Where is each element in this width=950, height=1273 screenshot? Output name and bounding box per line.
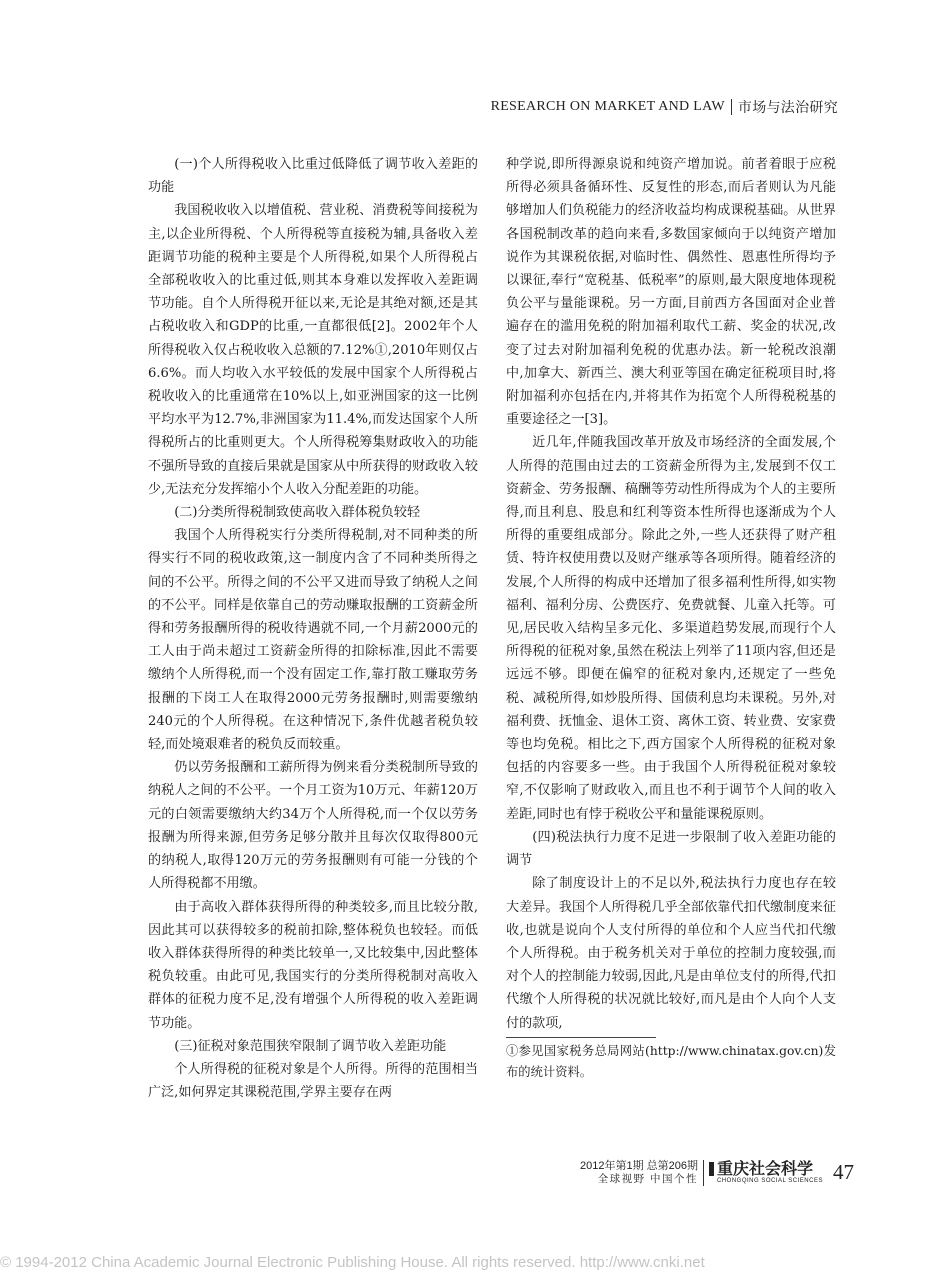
paragraph: 我国个人所得税实行分类所得税制,对不同种类的所得实行不同的税收政策,这一制度内含了不同种类所得之间的不公平。所得之间的不公平又进而导致了纳税人之间的不公平。同样是依靠自己的劳动赚取报酬的工资薪金所得和劳务报酬所得的税收待遇就不同,一个月薪2000元的工人由于尚未超过工资薪金所得的扣除标准,因此不需要缴纳个人所得税,而一个没有固定工作,靠打散工赚取劳务报酬的下岗工人在取得2000元劳务报酬时,则需要缴纳240元的个人所得税。在这种情况下,条件优越者税负较轻,而处境艰难者的税负反而较重。 <box>148 528 478 753</box>
running-header <box>491 97 838 117</box>
paragraph: 我国税收收入以增值税、营业税、消费税等间接税为主,以企业所得税、个人所得税等直接税为辅,具备收入差距调节功能的税种主要是个人所得税,如果个人所得税占全部税收收入的比重过低,则其本身难以发挥收入差距调节功能。自个人所得税开征以来,无论是其绝对额,还是其占税收收入和GDP的比重,一直都很低[2]。2002年个人所得税收入仅占税收收入总额的7.12%①,2010年则仅占6.6%。而人均收入水平较低的发展中国家个人所得税占税收收入的比重通常在10%以上,如亚洲国家的这一比例平均水平为12.7%,非洲国家为11.4%,而发达国家个人所得税所占的比重则更大。个人所得税筹集财政收入的功能不强所导致的直接后果就是国家从中所获得的财政收入较少,无法充分发挥缩小个人收入分配差距的功能。 <box>148 203 478 497</box>
journal-name-en: CHONGQING SOCIAL SCIENCES <box>717 1178 823 1184</box>
issue-number: 2012年第1期 总第206期 <box>580 1160 698 1172</box>
page-number: 47 <box>832 1160 854 1184</box>
paragraph: 仍以劳务报酬和工薪所得为例来看分类税制所导致的纳税人之间的不公平。一个月工资为10万元、年薪120万元的白领需要缴纳大约34万个人所得税,而一个仅以劳务报酬为所得来源,但劳务足够分散并且每次仅取得800元的纳税人,取得120万元的劳务报酬则有可能一分钱的个人所得税都不用缴。 <box>148 760 478 892</box>
paragraph: 种学说,即所得源泉说和纯资产增加说。前者着眼于应税所得必须具备循环性、反复性的形态,而后者则认为凡能够增加人们负税能力的经济收益均构成课税基础。从世界各国税制改革的趋向来看,多数国家倾向于以纯资产增加说作为其课税依据,对临时性、偶然性、恩惠性所得均予以课征,奉行“宽税基、低税率”的原则,最大限度地体现税负公平与量能课税。另一方面,目前西方各国面对企业普遍存在的滥用免税的附加福利取代工薪、奖金的状况,改变了过去对附加福利免税的优惠办法。新一轮税改浪潮中,加拿大、新西兰、澳大利亚等国在确定征税项目时,将附加福利亦包括在内,并将其作为拓宽个人所得税税基的重要途径之一[3]。 <box>506 157 836 428</box>
paragraph: 除了制度设计上的不足以外,税法执行力度也存在较大差异。我国个人所得税几乎全部依靠代扣代缴制度来征收,也就是说向个人支付所得的单位和个人应当代扣代缴个人所得税。由于税务机关对于单位的控制力度较强,而对个人的控制能力较弱,因此,凡是由单位支付的所得,代扣代缴个人所得税的状况就比较好,而凡是由个人向个人支付的款项, <box>506 876 836 1031</box>
left-column <box>148 153 478 1104</box>
paragraph: 近几年,伴随我国改革开放及市场经济的全面发展,个人所得的范围由过去的工资薪金所得为主,发展到不仅工资薪金、劳务报酬、稿酬等劳动性所得成为个人的主要所得,而且利息、股息和红利等资本性所得也逐渐成为个人所得的重要组成部分。除此之外,一些人还获得了财产租赁、特许权使用费以及财产继承等各项所得。随着经济的发展,个人所得的构成中还增加了很多福利性所得,如实物福利、福利分房、公费医疗、免费就餐、儿童入托等。可见,居民收入结构呈多元化、多渠道趋势发展,而现行个人所得税的征税对象,虽然在税法上列举了11项内容,但还是远远不够。即便在偏窄的征税对象内,还规定了一些免税、减税所得,如炒股所得、国债利息均未课税。另外,对福利费、抚恤金、退休工资、离休工资、转业费、安家费等也均免税。相比之下,西方国家个人所得税的征税对象包括的内容要多一些。由于我国个人所得税征税对象较窄,不仅影响了财政收入,而且也不利于调节个人间的收入差距,同时也有悖于税收公平和量能课税原则。 <box>506 435 836 822</box>
header-journal-en: RESEARCH ON MARKET AND LAW <box>490 99 725 114</box>
copyright-watermark: © 1994-2012 China Academic Journal Electronic Publishing House. All rights reserved. http://www.cnki.net <box>0 1254 705 1271</box>
section-heading: (二)分类所得税制致使高收入群体税负较轻 <box>174 505 421 521</box>
journal-name-cn: 重庆社会科学 <box>717 1159 814 1178</box>
journal-logo <box>709 1160 823 1185</box>
paragraph: 由于高收入群体获得所得的种类较多,而且比较分散,因此其可以获得较多的税前扣除,整体税负也较轻。而低收入群体获得所得的种类比较单一,又比较集中,因此整体税负较重。由此可见,我国实行的分类所得税制对高收入群体的征税力度不足,没有增强个人所得税的收入差距调节功能。 <box>148 899 478 1031</box>
section-heading: (三)征税对象范围狭窄限制了调节收入差距功能 <box>174 1038 447 1054</box>
header-section-cn: 市场与法治研究 <box>737 101 838 116</box>
section-heading: (四)税法执行力度不足进一步限制了收入差距功能的调节 <box>506 829 836 869</box>
section-heading: (一)个人所得税收入比重过低降低了调节收入差距的功能 <box>148 157 478 196</box>
footnote-rule <box>506 1037 656 1038</box>
header-separator <box>731 99 732 115</box>
paragraph: 个人所得税的征税对象是个人所得。所得的范围相当广泛,如何界定其课税范围,学界主要存在两 <box>148 1061 478 1101</box>
right-column <box>506 153 836 1083</box>
issue-info <box>580 1160 698 1186</box>
footer-separator <box>703 1160 704 1186</box>
page-footer <box>580 1160 854 1186</box>
logo-mark-icon <box>709 1162 714 1176</box>
journal-slogan: 全球视野 中国个性 <box>597 1173 698 1185</box>
footnote: ①参见国家税务总局网站(http://www.chinatax.gov.cn)发布的统计资料。 <box>506 1043 836 1079</box>
